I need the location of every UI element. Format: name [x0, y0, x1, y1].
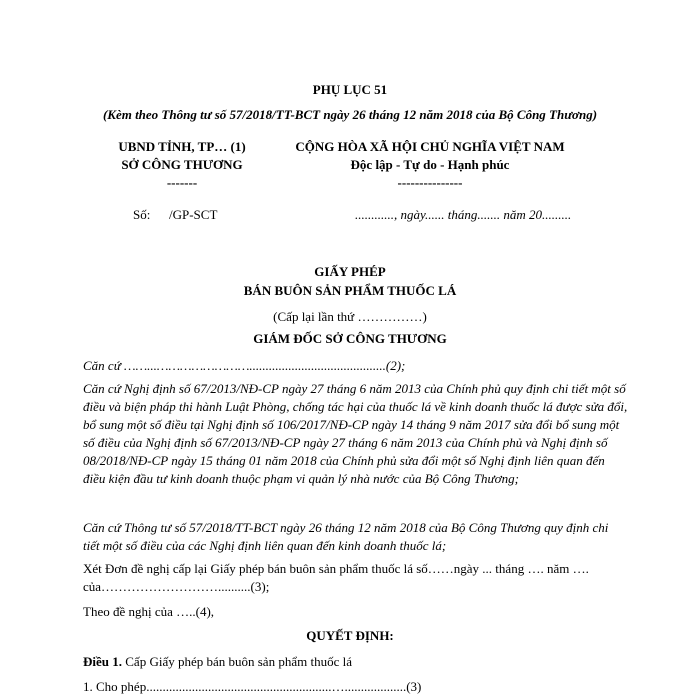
- province-line: UBND TỈNH, TP… (1): [118, 139, 246, 154]
- reissue-line: (Cấp lại lần thứ ……………): [273, 309, 427, 324]
- proposal-line: Theo đề nghị của …..(4),: [83, 604, 215, 619]
- issuing-authority: GIÁM ĐỐC SỞ CÔNG THƯƠNG: [253, 331, 447, 346]
- legal-basis-2: Căn cứ Nghị định số 67/2013/NĐ-CP ngày 27 tháng 6 năm 2013 của Chính phủ quy định chi tiết một số điều và biện pháp thi hành Luật Phòng, chống tác hại của thuốc lá về kinh doanh thuốc lá được sửa đổi, bổ sung một số điều tại Nghị định số 106/2017/NĐ-CP ngày 14 tháng 9 năm 2017 sửa đổi bổ sung một số điều của Nghị định số 67/2013/NĐ-CP ngày 27 tháng 6 năm 2013 của Chính phủ và Nghị định số 08/2018/NĐ-CP ngày 15 tháng 01 năm 2018 của Chính phủ sửa đổi một số Nghị định liên quan đến điều kiện đầu tư kinh doanh thuộc phạm vi quản lý nhà nước của Bộ Công Thương;: [83, 381, 628, 486]
- date-line: ............, ngày...... tháng....... năm 20.........: [355, 207, 572, 222]
- number-label: Số:: [133, 207, 151, 222]
- appendix-subtitle: (Kèm theo Thông tư số 57/2018/TT-BCT ngày 26 tháng 12 năm 2018 của Bộ Công Thương): [102, 107, 598, 122]
- article-1-text: Cấp Giấy phép bán buôn sản phẩm thuốc lá: [122, 654, 352, 669]
- item-1: 1. Cho phép.........................................................…...................(3): [83, 679, 422, 694]
- national-motto: Độc lập - Tự do - Hạnh phúc: [350, 157, 510, 172]
- national-title: CỘNG HÒA XÃ HỘI CHỦ NGHĨA VIỆT NAM: [295, 139, 565, 154]
- left-separator: -------: [166, 175, 198, 190]
- appendix-title: PHỤ LỤC 51: [312, 82, 388, 97]
- right-separator: ---------------: [397, 175, 463, 190]
- article-1-label: Điều 1.: [83, 654, 122, 669]
- license-subtitle: BÁN BUÔN SẢN PHẨM THUỐC LÁ: [243, 283, 457, 298]
- legal-basis-3: Căn cứ Thông tư số 57/2018/TT-BCT ngày 26 tháng 12 năm 2018 của Bộ Công Thương quy định chi tiết một số điều của các Nghị định liên quan đến kinh doanh thuốc lá;: [83, 520, 609, 553]
- department-name: SỞ CÔNG THƯƠNG: [121, 157, 243, 172]
- decision-heading: QUYẾT ĐỊNH:: [306, 628, 394, 643]
- application-review: Xét Đơn đề nghị cấp lại Giấy phép bán buôn sản phẩm thuốc lá số……ngày ... tháng …. năm …. của………………………..........(3);: [83, 561, 589, 594]
- license-title: GIẤY PHÉP: [314, 264, 386, 279]
- article-1: [83, 653, 352, 671]
- number-value: /GP-SCT: [169, 207, 218, 222]
- legal-basis-1: Căn cứ ……...……………………..........................................(2);: [83, 358, 406, 373]
